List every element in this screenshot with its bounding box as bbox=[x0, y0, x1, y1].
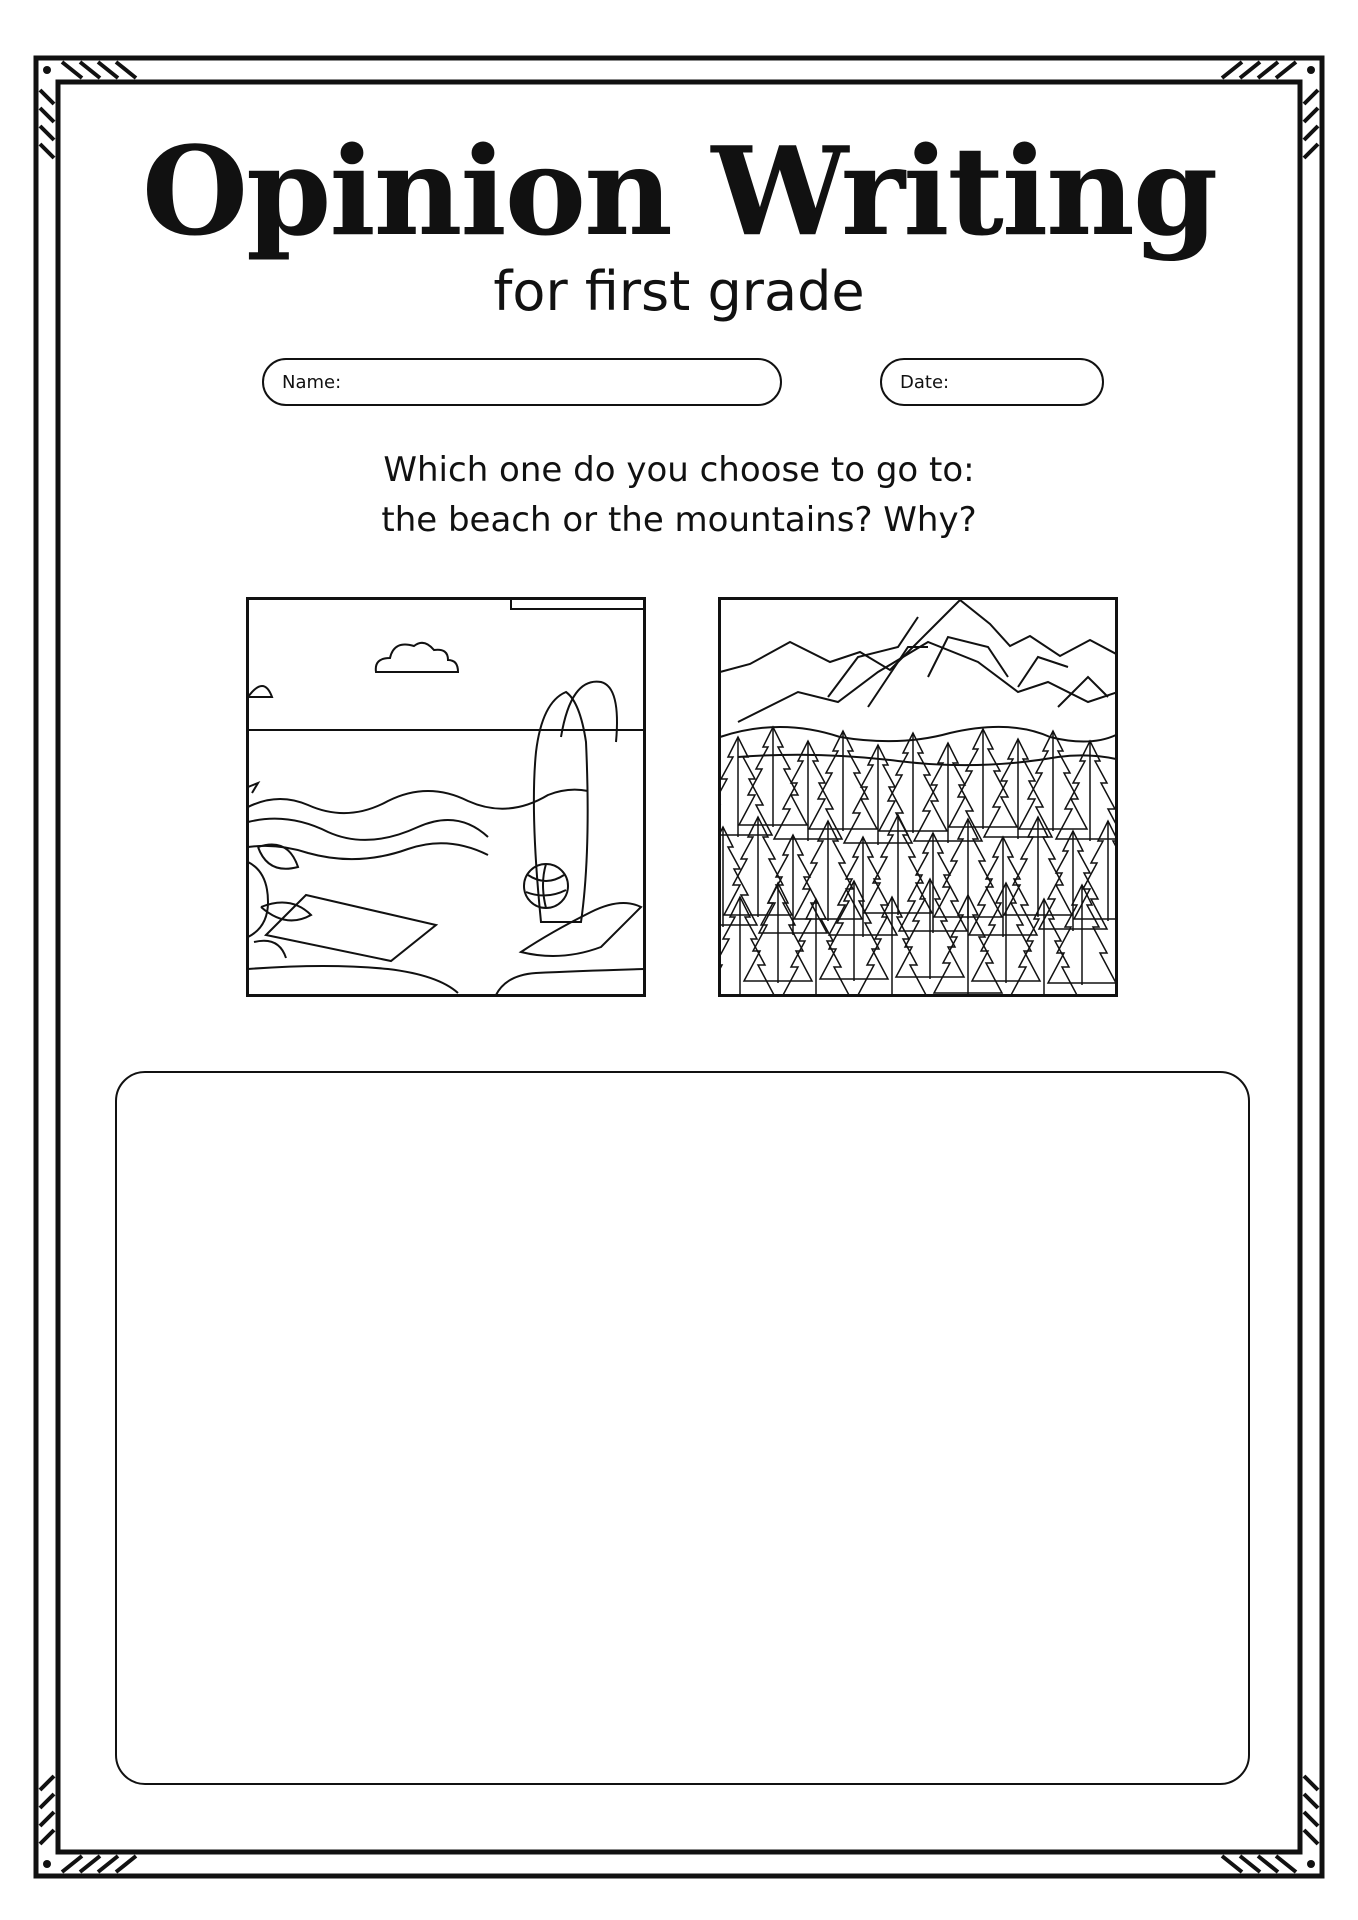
date-label: Date: bbox=[900, 371, 950, 393]
name-field[interactable] bbox=[262, 358, 782, 406]
name-label: Name: bbox=[282, 371, 342, 393]
question-line-1: Which one do you choose to go to: bbox=[383, 450, 975, 490]
mountains-forest-illustration bbox=[718, 597, 1118, 997]
beach-illustration bbox=[246, 597, 646, 997]
question-line-2: the beach or the mountains? Why? bbox=[381, 500, 977, 540]
date-field[interactable] bbox=[880, 358, 1104, 406]
worksheet-title: Opinion Writing bbox=[141, 119, 1217, 263]
answer-writing-area[interactable] bbox=[115, 1071, 1250, 1785]
question-prompt bbox=[0, 445, 1358, 545]
worksheet-subtitle: for first grade bbox=[493, 260, 865, 323]
